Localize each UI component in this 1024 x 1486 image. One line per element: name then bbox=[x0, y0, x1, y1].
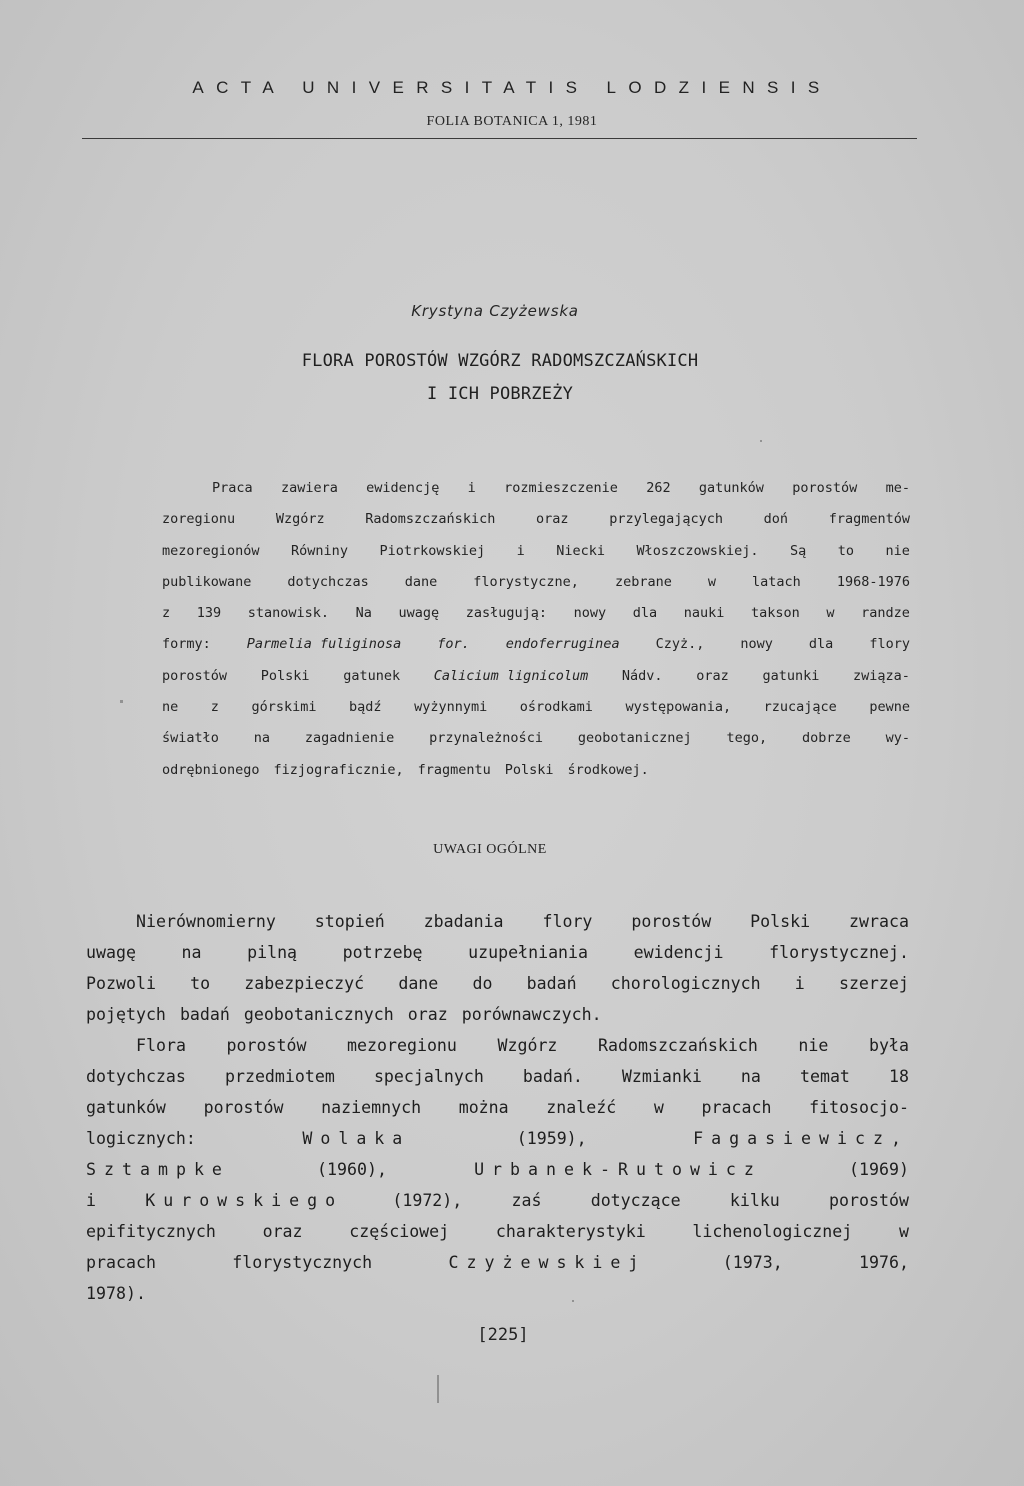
abstract-word: publikowane bbox=[162, 573, 252, 590]
body-word: mezoregionu bbox=[347, 1036, 457, 1055]
abstract-word: dane bbox=[404, 573, 438, 590]
body-word: i bbox=[86, 1191, 96, 1210]
body-word: pojętych bbox=[86, 1005, 166, 1024]
body-word: Wzmianki bbox=[621, 1067, 702, 1086]
body-word: Nierównomierny bbox=[136, 912, 276, 931]
body-word: zbadania bbox=[423, 912, 504, 931]
abstract-word: Czyż., bbox=[655, 636, 705, 653]
abstract-line bbox=[162, 598, 910, 629]
journal-folio: FOLIA BOTANICA 1, 1981 bbox=[426, 114, 598, 129]
abstract-word: występowania, bbox=[625, 699, 732, 716]
abstract-word: ne bbox=[162, 699, 179, 716]
abstract-word: nowy bbox=[573, 605, 607, 622]
body-word: porostów bbox=[631, 912, 712, 931]
body-word: częściowej bbox=[349, 1222, 450, 1241]
body-word: porostów bbox=[226, 1036, 307, 1055]
abstract-line bbox=[162, 504, 910, 535]
body-word: Flora bbox=[136, 1036, 186, 1055]
scan-speck bbox=[120, 700, 123, 703]
abstract-line bbox=[162, 473, 910, 504]
body-word: do bbox=[472, 974, 493, 993]
body-word: florystycznych bbox=[232, 1253, 373, 1272]
abstract-line bbox=[162, 629, 910, 660]
abstract bbox=[162, 473, 910, 786]
body-word: porostów bbox=[203, 1098, 284, 1117]
abstract-word: geobotanicznej bbox=[577, 730, 692, 747]
abstract-word: fizjograficznie, bbox=[273, 761, 404, 778]
abstract-word: dobrze bbox=[801, 730, 851, 747]
abstract-word: przylegających bbox=[609, 511, 723, 528]
abstract-word: z bbox=[210, 699, 219, 716]
body-word: florystycznej. bbox=[769, 943, 909, 962]
abstract-word: i bbox=[516, 542, 525, 559]
abstract-word: doń bbox=[763, 511, 789, 528]
body-word: Urbanek-Rutowicz bbox=[474, 1160, 762, 1179]
abstract-word: florystyczne, bbox=[473, 573, 579, 590]
abstract-word: w bbox=[826, 605, 835, 622]
body-word: geobotanicznych bbox=[243, 1005, 394, 1024]
abstract-word: dla bbox=[808, 636, 834, 653]
abstract-word: związa- bbox=[853, 667, 910, 684]
abstract-word: nowy bbox=[740, 636, 773, 653]
article-author: Krystyna Czyżewska bbox=[411, 302, 579, 320]
body-word: uwagę bbox=[86, 943, 136, 962]
body-word: Kurowskiego bbox=[145, 1191, 344, 1210]
abstract-word: uwagę bbox=[398, 605, 440, 622]
body-word: pracach bbox=[86, 1253, 156, 1272]
abstract-word: środkowej. bbox=[567, 761, 649, 778]
body-word: przedmiotem bbox=[224, 1067, 335, 1086]
body-line bbox=[86, 1123, 909, 1154]
body-word: (1969) bbox=[849, 1160, 909, 1179]
body-word: chorologicznych bbox=[610, 974, 761, 993]
body-word: była bbox=[868, 1036, 909, 1055]
body-word: i bbox=[794, 974, 805, 993]
abstract-word: wy- bbox=[885, 730, 910, 747]
abstract-word: przynależności bbox=[429, 730, 543, 747]
body-word: nie bbox=[798, 1036, 829, 1055]
body-word: Polski bbox=[750, 912, 811, 931]
header-rule bbox=[82, 138, 917, 139]
abstract-word: Radomszczańskich bbox=[365, 511, 496, 528]
body-word: specjalnych bbox=[373, 1067, 484, 1086]
abstract-word: zoregionu bbox=[162, 511, 236, 528]
abstract-word: rzucające bbox=[763, 699, 837, 716]
page-number: [225] bbox=[477, 1325, 529, 1345]
body-word: 1978). bbox=[86, 1284, 146, 1303]
body-word: uzupełniania bbox=[468, 943, 589, 962]
body-word: badań bbox=[179, 1005, 230, 1024]
abstract-word: gatunek bbox=[343, 667, 401, 684]
body-line bbox=[86, 1278, 909, 1309]
body-line bbox=[86, 1061, 909, 1092]
body-word: Wzgórz bbox=[497, 1036, 558, 1055]
abstract-word: gatunki bbox=[762, 667, 820, 684]
body-word: lichenologicznej bbox=[692, 1222, 853, 1241]
abstract-word: 262 bbox=[646, 480, 671, 496]
abstract-word: rozmieszczenie bbox=[504, 480, 618, 496]
abstract-word: zawiera bbox=[280, 480, 338, 496]
abstract-word: Równiny bbox=[291, 542, 348, 559]
abstract-line bbox=[162, 723, 910, 754]
abstract-line bbox=[162, 567, 910, 598]
abstract-word: bądź bbox=[349, 699, 382, 716]
body-line bbox=[86, 999, 909, 1030]
abstract-word: Calicium lignicolum bbox=[433, 667, 589, 684]
abstract-word: nie bbox=[885, 542, 910, 559]
body-word: stopień bbox=[314, 912, 385, 931]
abstract-word: oraz bbox=[536, 511, 569, 528]
body-word: dotychczas bbox=[86, 1067, 186, 1086]
body-word: naziemnych bbox=[321, 1098, 422, 1117]
body-word: (1960), bbox=[317, 1160, 387, 1179]
abstract-word: w bbox=[707, 573, 716, 590]
abstract-word: endoferruginea bbox=[505, 636, 620, 653]
body-word: zaś bbox=[511, 1191, 542, 1210]
abstract-word: porostów bbox=[792, 480, 858, 496]
body-word: zwraca bbox=[849, 912, 909, 931]
body-word: 1976, bbox=[859, 1253, 909, 1272]
abstract-word: Włoszczowskiej. bbox=[636, 542, 759, 559]
abstract-line bbox=[162, 536, 910, 567]
body-word: potrzebę bbox=[342, 943, 423, 962]
body-word: (1973, bbox=[722, 1253, 783, 1272]
body-line bbox=[86, 1247, 909, 1278]
abstract-line bbox=[162, 661, 910, 692]
abstract-word: fragmentu bbox=[417, 761, 491, 778]
abstract-word: for. bbox=[437, 636, 470, 653]
abstract-word: Parmelia fuliginosa bbox=[246, 636, 402, 653]
body-word: ewidencji bbox=[633, 943, 724, 962]
abstract-word: flory bbox=[869, 636, 910, 653]
body-word: pracach bbox=[701, 1098, 772, 1117]
body-word: dotyczące bbox=[590, 1191, 681, 1210]
body-word: kilku bbox=[729, 1191, 780, 1210]
body-word: Czyżewskiej bbox=[448, 1253, 647, 1272]
body-word: logicznych: bbox=[86, 1129, 196, 1148]
body-word: badań. bbox=[522, 1067, 583, 1086]
abstract-word: dla bbox=[632, 605, 658, 622]
abstract-word: ewidencję bbox=[366, 480, 440, 496]
abstract-word: oraz bbox=[696, 667, 729, 684]
body-word: oraz bbox=[262, 1222, 303, 1241]
abstract-word: na bbox=[253, 730, 271, 747]
body-word: to bbox=[190, 974, 211, 993]
abstract-word: nauki bbox=[683, 605, 725, 622]
body-word: pilną bbox=[247, 943, 298, 962]
section-heading: UWAGI OGÓLNE bbox=[433, 842, 547, 857]
body-word: fitosocjo- bbox=[809, 1098, 909, 1117]
abstract-word: stanowisk. bbox=[247, 605, 330, 622]
scan-speck bbox=[760, 440, 762, 442]
abstract-word: Wzgórz bbox=[275, 511, 325, 528]
body-word: można bbox=[458, 1098, 509, 1117]
abstract-word: zebrane bbox=[614, 573, 672, 590]
abstract-word: Piotrkowskiej bbox=[379, 542, 486, 559]
abstract-word: Praca bbox=[212, 480, 253, 496]
body-line bbox=[86, 1154, 909, 1185]
body-line bbox=[86, 906, 909, 937]
abstract-word: porostów bbox=[162, 667, 228, 684]
body-word: Radomszczańskich bbox=[598, 1036, 758, 1055]
body-word: flory bbox=[542, 912, 593, 931]
abstract-word: takson bbox=[751, 605, 800, 622]
body-word: szerzej bbox=[838, 974, 909, 993]
abstract-word: gatunków bbox=[698, 480, 764, 496]
body-word: (1972), bbox=[392, 1191, 463, 1210]
body-word: Pozwoli bbox=[86, 974, 156, 993]
body-word: Sztampke bbox=[86, 1160, 230, 1179]
body-word: gatunków bbox=[86, 1098, 166, 1117]
body-line bbox=[86, 1216, 909, 1247]
abstract-line bbox=[162, 692, 910, 723]
body-line bbox=[86, 1092, 909, 1123]
scan-speck bbox=[572, 1300, 574, 1302]
abstract-word: odrębnionego bbox=[162, 761, 260, 778]
abstract-word: Nádv. bbox=[621, 667, 663, 684]
abstract-word: z bbox=[162, 605, 171, 622]
abstract-word: wyżynnymi bbox=[414, 699, 488, 716]
journal-name: ACTA UNIVERSITATIS LODZIENSIS bbox=[192, 78, 832, 97]
abstract-word: 139 bbox=[196, 605, 222, 622]
body-word: charakterystyki bbox=[495, 1222, 646, 1241]
body-word: w bbox=[653, 1098, 664, 1117]
body-word: w bbox=[898, 1222, 909, 1241]
body-word: oraz bbox=[407, 1005, 448, 1024]
body-word: (1959), bbox=[516, 1129, 587, 1148]
body-word: zabezpieczyć bbox=[244, 974, 365, 993]
body-word: znaleźć bbox=[546, 1098, 617, 1117]
scan-mark bbox=[437, 1375, 439, 1403]
abstract-word: Niecki bbox=[556, 542, 606, 559]
article-title-line-1: FLORA POROSTÓW WZGÓRZ RADOMSZCZAŃSKICH bbox=[301, 351, 699, 371]
abstract-word: Na bbox=[355, 605, 372, 622]
body-word: 18 bbox=[888, 1067, 909, 1086]
abstract-word: Są bbox=[789, 542, 807, 559]
body-word: porostów bbox=[829, 1191, 909, 1210]
body-word: badań bbox=[526, 974, 577, 993]
body-word: temat bbox=[799, 1067, 850, 1086]
body-word: na bbox=[740, 1067, 761, 1086]
abstract-word: i bbox=[467, 480, 476, 496]
abstract-word: Polski bbox=[260, 667, 310, 684]
abstract-word: Polski bbox=[504, 761, 554, 778]
abstract-word: tego, bbox=[726, 730, 768, 747]
abstract-word: fragmentów bbox=[828, 511, 910, 528]
abstract-word: mezoregionów bbox=[162, 542, 260, 559]
abstract-word: zagadnienie bbox=[304, 730, 395, 747]
article-title-line-2: I ICH POBRZEŻY bbox=[426, 384, 574, 404]
body-line bbox=[86, 968, 909, 999]
abstract-word: to bbox=[837, 542, 854, 559]
body-line bbox=[86, 1030, 909, 1061]
body-word: porównawczych. bbox=[461, 1005, 602, 1024]
abstract-word: ośrodkami bbox=[519, 699, 593, 716]
abstract-word: górskimi bbox=[251, 699, 317, 716]
abstract-word: zasługują: bbox=[465, 605, 548, 622]
body-word: dane bbox=[398, 974, 439, 993]
body-word: Wolaka bbox=[302, 1129, 411, 1148]
body-line bbox=[86, 937, 909, 968]
abstract-word: światło bbox=[162, 730, 219, 747]
body-line bbox=[86, 1185, 909, 1216]
abstract-word: me- bbox=[885, 480, 910, 496]
abstract-line bbox=[162, 755, 910, 786]
abstract-word: 1968-1976 bbox=[836, 573, 910, 590]
abstract-word: dotychczas bbox=[287, 573, 369, 590]
abstract-word: pewne bbox=[869, 699, 910, 716]
abstract-word: randze bbox=[861, 605, 910, 622]
abstract-word: latach bbox=[752, 573, 801, 590]
body-word: na bbox=[181, 943, 202, 962]
abstract-word: formy: bbox=[162, 636, 211, 653]
body-word: epifitycznych bbox=[86, 1222, 216, 1241]
body-text bbox=[86, 906, 909, 1309]
body-word: Fagasiewicz, bbox=[693, 1129, 909, 1148]
